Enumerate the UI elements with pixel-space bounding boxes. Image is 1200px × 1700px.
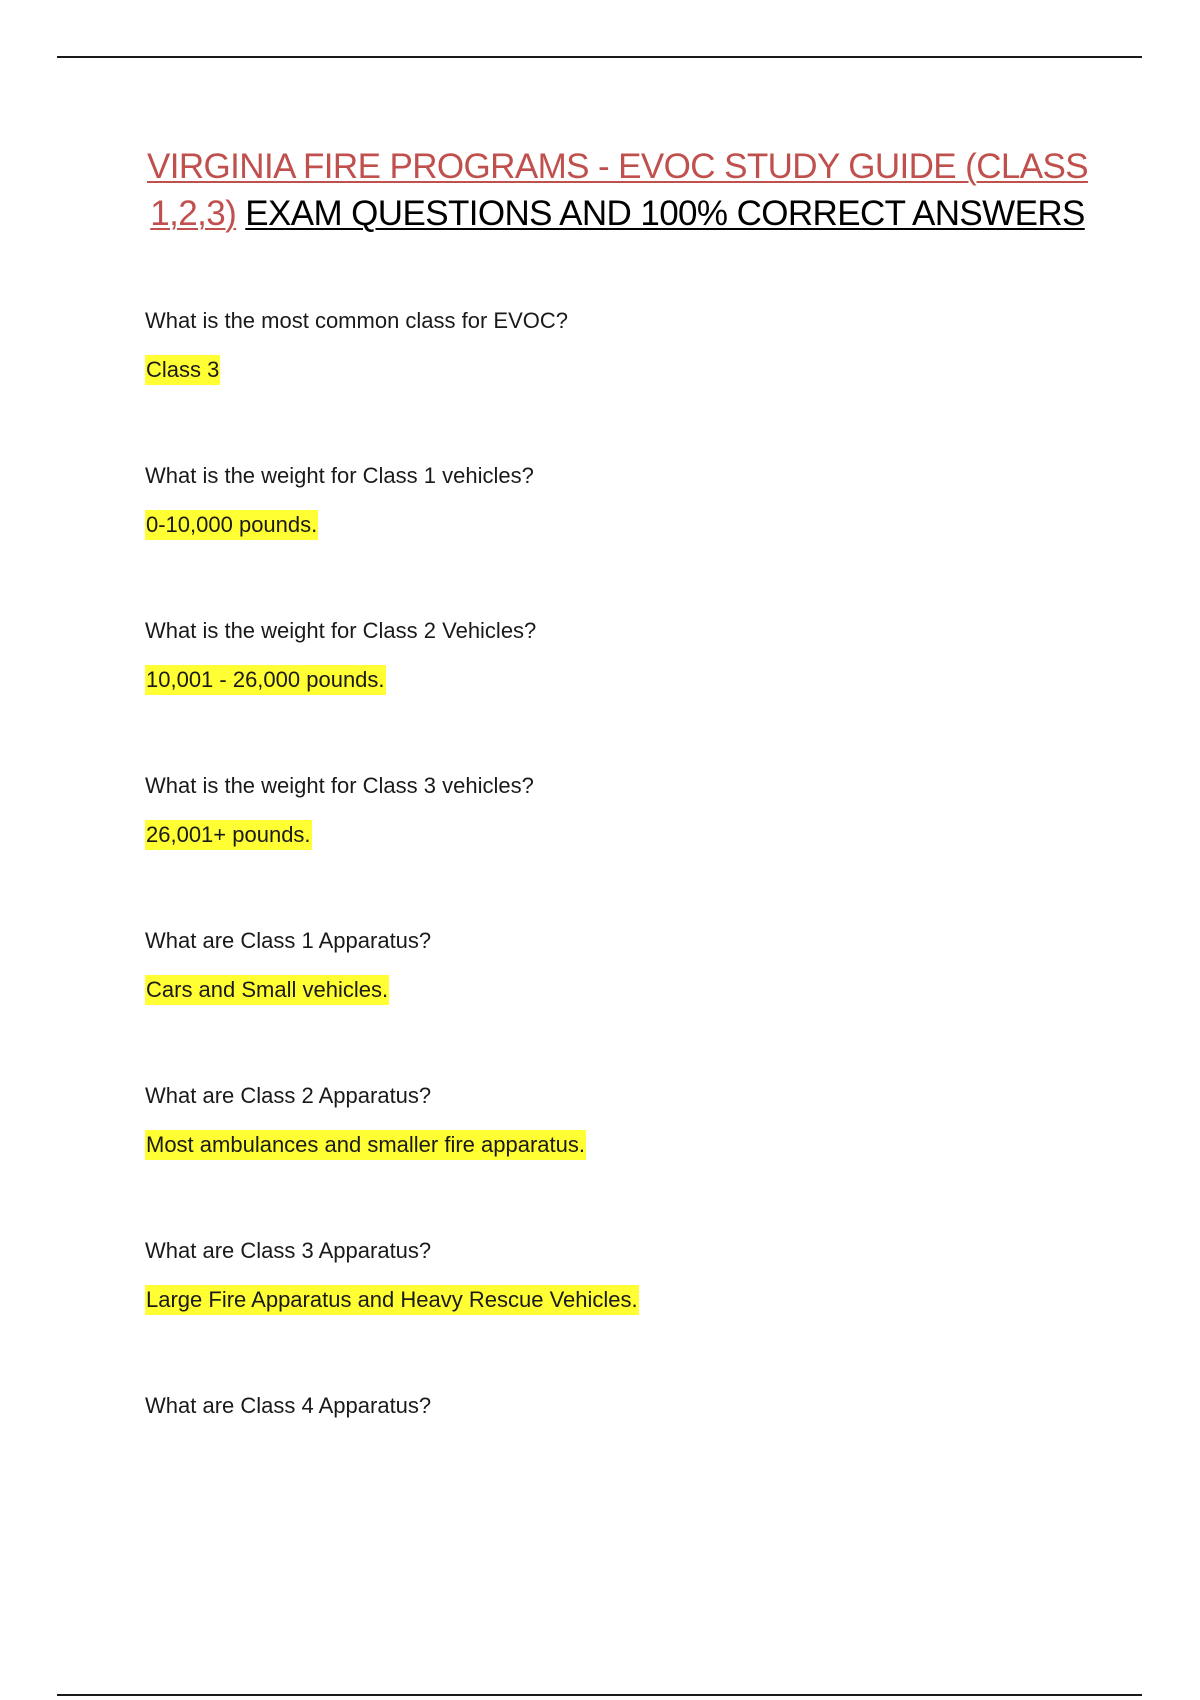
qa-item [145, 459, 1145, 614]
question-text: What are Class 4 Apparatus? [145, 1393, 432, 1418]
qa-list [145, 304, 1145, 1544]
qa-item [145, 1079, 1145, 1234]
question-text: What are Class 1 Apparatus? [145, 928, 432, 953]
answer-highlight: Most ambulances and smaller fire apparatus. [145, 1130, 586, 1160]
answer-highlight: Cars and Small vehicles. [145, 975, 389, 1005]
qa-item [145, 1389, 1145, 1544]
header-rule [57, 56, 1142, 58]
answer-highlight: 0-10,000 pounds. [145, 510, 318, 540]
qa-item [145, 1234, 1145, 1389]
footer-rule [57, 1694, 1142, 1696]
question-text: What is the weight for Class 2 Vehicles? [145, 618, 537, 643]
answer-highlight: Large Fire Apparatus and Heavy Rescue Vehicles. [145, 1285, 639, 1315]
title-red-part: VIRGINIA FIRE PROGRAMS - EVOC STUDY GUIDE (CLASS 1,2,3) [147, 147, 1088, 233]
answer-highlight: Class 3 [145, 355, 220, 385]
question-text: What are Class 3 Apparatus? [145, 1238, 432, 1263]
qa-item [145, 304, 1145, 459]
question-text: What is the weight for Class 3 vehicles? [145, 773, 534, 798]
title-black-part: EXAM QUESTIONS AND 100% CORRECT ANSWERS [245, 194, 1085, 233]
qa-item [145, 924, 1145, 1079]
answer-highlight: 10,001 - 26,000 pounds. [145, 665, 386, 695]
question-text: What is the most common class for EVOC? [145, 308, 569, 333]
question-text: What is the weight for Class 1 vehicles? [145, 463, 534, 488]
qa-item [145, 614, 1145, 769]
document-title [100, 143, 1135, 237]
question-text: What are Class 2 Apparatus? [145, 1083, 432, 1108]
answer-highlight: 26,001+ pounds. [145, 820, 312, 850]
qa-item [145, 769, 1145, 924]
